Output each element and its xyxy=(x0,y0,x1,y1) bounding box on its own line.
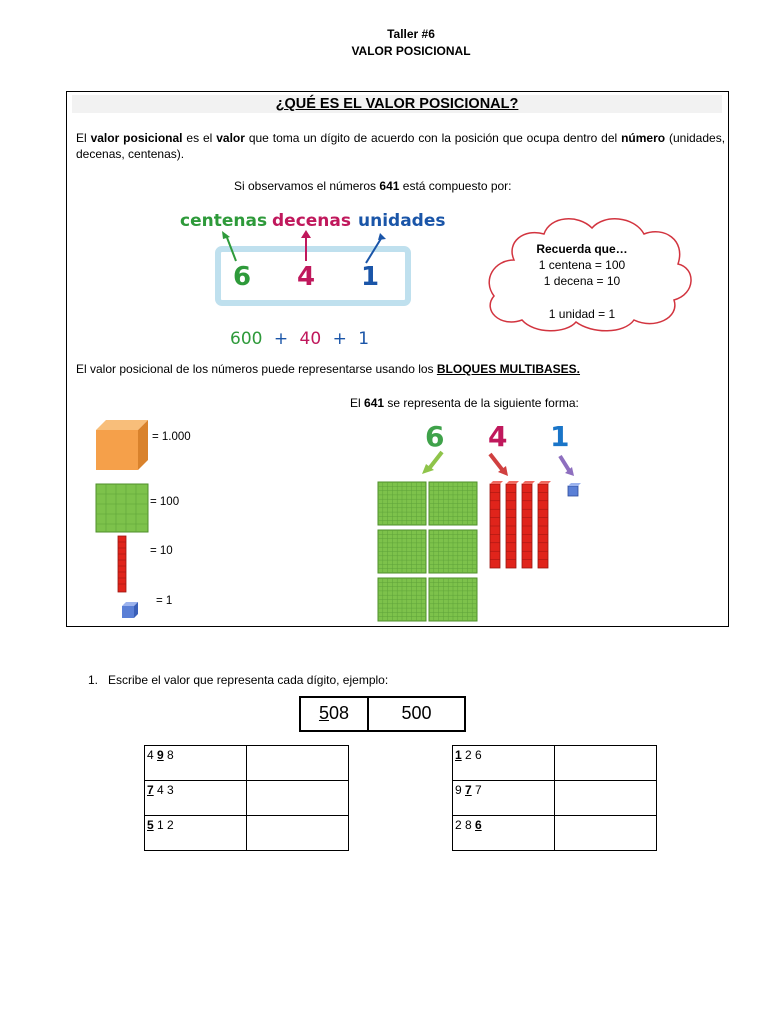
legend-hundred: = 100 xyxy=(150,496,180,508)
answer-cell[interactable] xyxy=(555,816,657,851)
cloud-line-decena: 1 decena = 10 xyxy=(543,274,621,288)
hundred-flat-icon xyxy=(96,484,148,532)
answer-cell[interactable] xyxy=(555,746,657,781)
arrowhead-decenas xyxy=(301,230,311,238)
rep-digit-units: 1 xyxy=(550,420,570,453)
digit-cell: 7 4 3 xyxy=(145,781,247,816)
answer-cell[interactable] xyxy=(247,816,349,851)
digit-cell: 9 7 7 xyxy=(453,781,555,816)
digit-cell: 5 1 2 xyxy=(145,816,247,851)
cloud-title: Recuerda que… xyxy=(536,242,628,256)
table-row xyxy=(453,816,657,851)
legend-one: = 1 xyxy=(156,595,173,607)
digit-cell: 1 2 6 xyxy=(453,746,555,781)
rep-digit-hundreds: 6 xyxy=(425,420,445,453)
arrow-units-blocks xyxy=(560,456,570,472)
answer-cell[interactable] xyxy=(247,781,349,816)
unit-cube xyxy=(568,486,578,496)
digit-tens: 4 xyxy=(297,262,316,292)
table-row xyxy=(145,781,349,816)
cloud-line-unidad: 1 unidad = 1 xyxy=(548,307,616,321)
table-row xyxy=(453,781,657,816)
table-row xyxy=(145,816,349,851)
exercise-table-right xyxy=(452,745,657,851)
example-box xyxy=(299,696,466,732)
worksheet-number: Taller #6 xyxy=(387,27,435,41)
place-value-diagram xyxy=(170,205,460,350)
block-legend-icons xyxy=(92,418,152,628)
representation-blocks xyxy=(370,440,590,625)
worksheet-title: VALOR POSICIONAL xyxy=(351,44,471,58)
rep-digit-tens: 4 xyxy=(488,420,508,453)
answer-cell[interactable] xyxy=(247,746,349,781)
ten-rod-icon xyxy=(118,536,126,592)
arrowhead-unidades xyxy=(378,233,386,240)
legend-ten: = 10 xyxy=(150,545,173,557)
multibase-blocks-term: BLOQUES MULTIBASES. xyxy=(436,362,581,376)
cloud-line-centena: 1 centena = 100 xyxy=(538,258,626,272)
definition-paragraph: El valor posicional es el valor que toma un dígito de acuerdo con la posición que ocupa dentro del número (unidades, decenas, centenas). xyxy=(76,131,726,161)
table-row xyxy=(453,746,657,781)
concept-heading: ¿QUÉ ES EL VALOR POSICIONAL? xyxy=(72,95,722,113)
example-number: 508 xyxy=(301,698,369,730)
table-row xyxy=(145,746,349,781)
digit-cell: 4 9 8 xyxy=(145,746,247,781)
digit-units: 1 xyxy=(361,262,380,292)
observe-sentence: Si observamos el números 641 está compuesto por: xyxy=(234,179,512,193)
exercise-number: 1. xyxy=(88,673,99,687)
label-centenas: centenas xyxy=(180,211,268,231)
example-value: 500 xyxy=(401,703,432,723)
arrowhead-centenas xyxy=(222,231,230,239)
unit-cube-icon xyxy=(122,602,138,618)
legend-thousand: = 1.000 xyxy=(152,431,191,443)
digit-hundreds: 6 xyxy=(233,262,252,292)
exercise-instruction: Escribe el valor que representa cada dígito, ejemplo: xyxy=(108,673,389,687)
thousand-cube-icon xyxy=(96,420,148,470)
digit-cell: 2 8 6 xyxy=(453,816,555,851)
represent-sentence: El 641 se representa de la siguiente forma: xyxy=(350,396,579,410)
expansion: 600 + 40 + 1 xyxy=(230,329,370,349)
label-decenas: decenas xyxy=(272,211,351,231)
label-unidades: unidades xyxy=(358,211,446,231)
answer-cell[interactable] xyxy=(555,781,657,816)
exercise-table-left xyxy=(144,745,349,851)
blocks-sentence: El valor posicional de los números puede representarse usando los BLOQUES MULTIBASES. xyxy=(76,362,581,376)
